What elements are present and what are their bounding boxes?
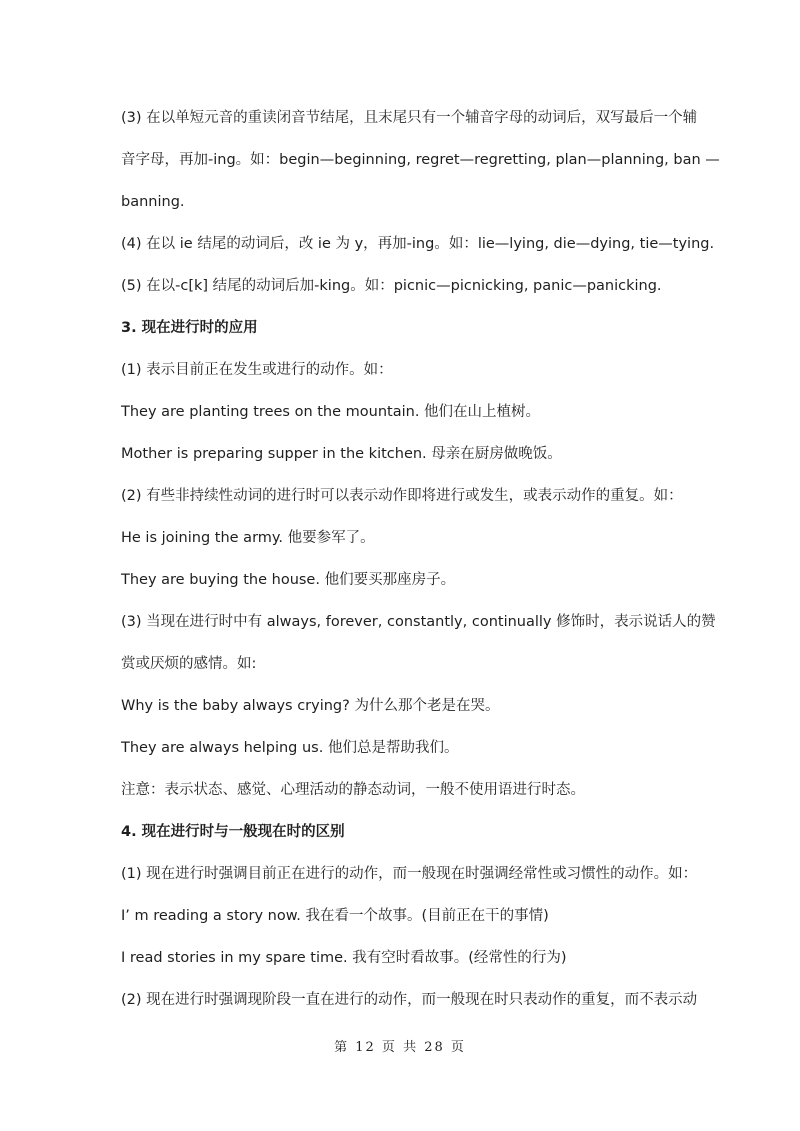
paragraph-line: (2) 有些非持续性动词的进行时可以表示动作即将进行或发生，或表示动作的重复。如： — [121, 488, 683, 504]
example-line: I read stories in my spare time. 我有空时看故事。(经常性的行为) — [121, 950, 567, 966]
example-line: Why is the baby always crying? 为什么那个老是在哭。 — [121, 698, 500, 714]
paragraph-line: (3) 当现在进行时中有 always, forever, constantly, continually 修饰时，表示说话人的赞 — [121, 614, 716, 630]
example-line: I’ m reading a story now. 我在看一个故事。(目前正在干的事情) — [121, 908, 549, 924]
paragraph-line: (1) 表示目前正在发生或进行的动作。如： — [121, 362, 393, 378]
paragraph-line: 赏或厌烦的感情。如: — [121, 656, 257, 672]
example-line: He is joining the army. 他要参军了。 — [121, 530, 375, 546]
paragraph-line: 音字母，再加-ing。如：begin—beginning, regret—regretting, plan—planning, ban — — [121, 152, 720, 168]
section-heading: 3. 现在进行时的应用 — [121, 320, 258, 336]
paragraph-line: (2) 现在进行时强调现阶段一直在进行的动作，而一般现在时只表动作的重复，而不表示动 — [121, 992, 698, 1008]
example-line: They are planting trees on the mountain. 他们在山上植树。 — [121, 404, 541, 420]
paragraph-line: (5) 在以-c[k] 结尾的动词后加-king。如：picnic—picnicking, panic—panicking. — [121, 278, 662, 294]
paragraph-line: banning. — [121, 194, 185, 210]
paragraph-line: (1) 现在进行时强调目前正在进行的动作，而一般现在时强调经常性或习惯性的动作。如： — [121, 866, 698, 882]
note-line: 注意：表示状态、感觉、心理活动的静态动词，一般不使用语进行时态。 — [121, 782, 585, 798]
paragraph-line: (4) 在以 ie 结尾的动词后，改 ie 为 y，再加-ing。如：lie—lying, die—dying, tie—tying. — [121, 236, 715, 252]
page-footer: 第 12 页 共 28 页 — [334, 1040, 466, 1055]
paragraph-line: (3) 在以单短元音的重读闭音节结尾，且末尾只有一个辅音字母的动词后，双写最后一个辅 — [121, 110, 698, 126]
section-heading: 4. 现在进行时与一般现在时的区别 — [121, 824, 345, 840]
example-line: Mother is preparing supper in the kitchen. 母亲在厨房做晚饭。 — [121, 446, 562, 462]
example-line: They are always helping us. 他们总是帮助我们。 — [121, 740, 459, 756]
example-line: They are buying the house. 他们要买那座房子。 — [121, 572, 456, 588]
